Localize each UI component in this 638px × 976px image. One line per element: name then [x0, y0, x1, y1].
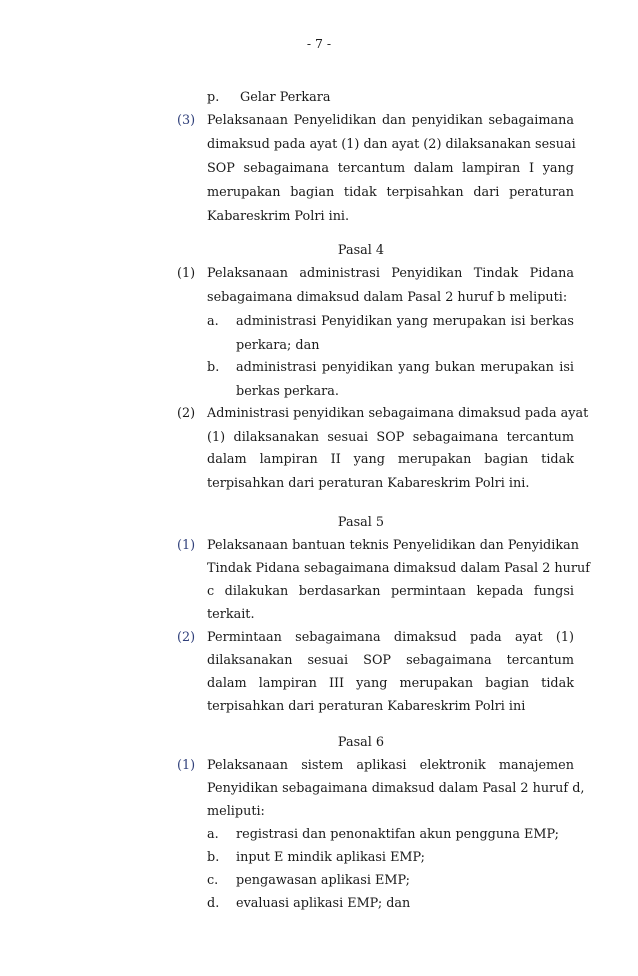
paragraph-line: Tindak Pidana sebagaimana dimaksud dalam Pasal 2 huruf [207, 561, 590, 576]
paragraph-line: (1) dilaksanakan sesuai SOP sebagaimana tercantum [207, 430, 574, 445]
paragraph-line: Kabareskrim Polri ini. [207, 209, 350, 224]
list-item-label: b. [207, 360, 220, 375]
item-label-p: p. [207, 90, 220, 105]
paragraph-line: terpisahkan dari peraturan Kabareskrim Polri ini [207, 699, 526, 714]
paragraph-line: terkait. [207, 607, 255, 622]
paragraph-line: dalam lampiran III yang merupakan bagian tidak [207, 676, 574, 691]
ayat-number: (2) [177, 630, 196, 645]
list-item-line: pengawasan aplikasi EMP; [236, 873, 410, 888]
section-heading-pasal-6: Pasal 6 [337, 735, 385, 750]
paragraph-line: Pelaksanaan sistem aplikasi elektronik manajemen [207, 758, 574, 773]
ayat-number: (1) [177, 758, 196, 773]
page-number: - 7 - [306, 36, 332, 51]
paragraph-line: Pelaksanaan Penyelidikan dan penyidikan sebagaimana [207, 113, 574, 128]
list-item-label: b. [207, 850, 220, 865]
paragraph-line: Administrasi penyidikan sebagaimana dimaksud pada ayat [207, 406, 589, 421]
item-text-p: Gelar Perkara [240, 90, 331, 105]
list-item-line: administrasi Penyidikan yang merupakan isi berkas [236, 314, 574, 329]
list-item-label: a. [207, 827, 219, 842]
list-item-line: administrasi penyidikan yang bukan merupakan isi [236, 360, 574, 375]
paragraph-line: dimaksud pada ayat (1) dan ayat (2) dilaksanakan sesuai [207, 137, 576, 152]
paragraph-line: merupakan bagian tidak terpisahkan dari peraturan [207, 185, 574, 200]
paragraph-line: meliputi: [207, 804, 265, 819]
paragraph-line: c dilakukan berdasarkan permintaan kepada fungsi [207, 584, 574, 599]
ayat-number: (1) [177, 538, 196, 553]
list-item-label: d. [207, 896, 220, 911]
paragraph-line: Penyidikan sebagaimana dimaksud dalam Pasal 2 huruf d, [207, 781, 585, 796]
list-item-line: evaluasi aplikasi EMP; dan [236, 896, 411, 911]
paragraph-line: Pelaksanaan bantuan teknis Penyelidikan dan Penyidikan [207, 538, 579, 553]
paragraph-line: sebagaimana dimaksud dalam Pasal 2 huruf b meliputi: [207, 290, 568, 305]
list-item-line: perkara; dan [236, 338, 320, 353]
paragraph-line: dalam lampiran II yang merupakan bagian tidak [207, 452, 574, 467]
paragraph-line: Pelaksanaan administrasi Penyidikan Tindak Pidana [207, 266, 574, 281]
list-item-line: berkas perkara. [236, 384, 339, 399]
section-heading-pasal-5: Pasal 5 [337, 515, 385, 530]
list-item-line: input E mindik aplikasi EMP; [236, 850, 425, 865]
paragraph-line: dilaksanakan sesuai SOP sebagaimana tercantum [207, 653, 574, 668]
list-item-line: registrasi dan penonaktifan akun pengguna EMP; [236, 827, 559, 842]
ayat-number: (2) [177, 406, 196, 421]
paragraph-line: SOP sebagaimana tercantum dalam lampiran I yang [207, 161, 574, 176]
paragraph-line: Permintaan sebagaimana dimaksud pada ayat (1) [207, 630, 574, 645]
list-item-label: c. [207, 873, 219, 888]
paragraph-line: terpisahkan dari peraturan Kabareskrim Polri ini. [207, 476, 530, 491]
section-heading-pasal-4: Pasal 4 [337, 243, 385, 258]
ayat-number: (3) [177, 113, 196, 128]
list-item-label: a. [207, 314, 219, 329]
ayat-number: (1) [177, 266, 196, 281]
